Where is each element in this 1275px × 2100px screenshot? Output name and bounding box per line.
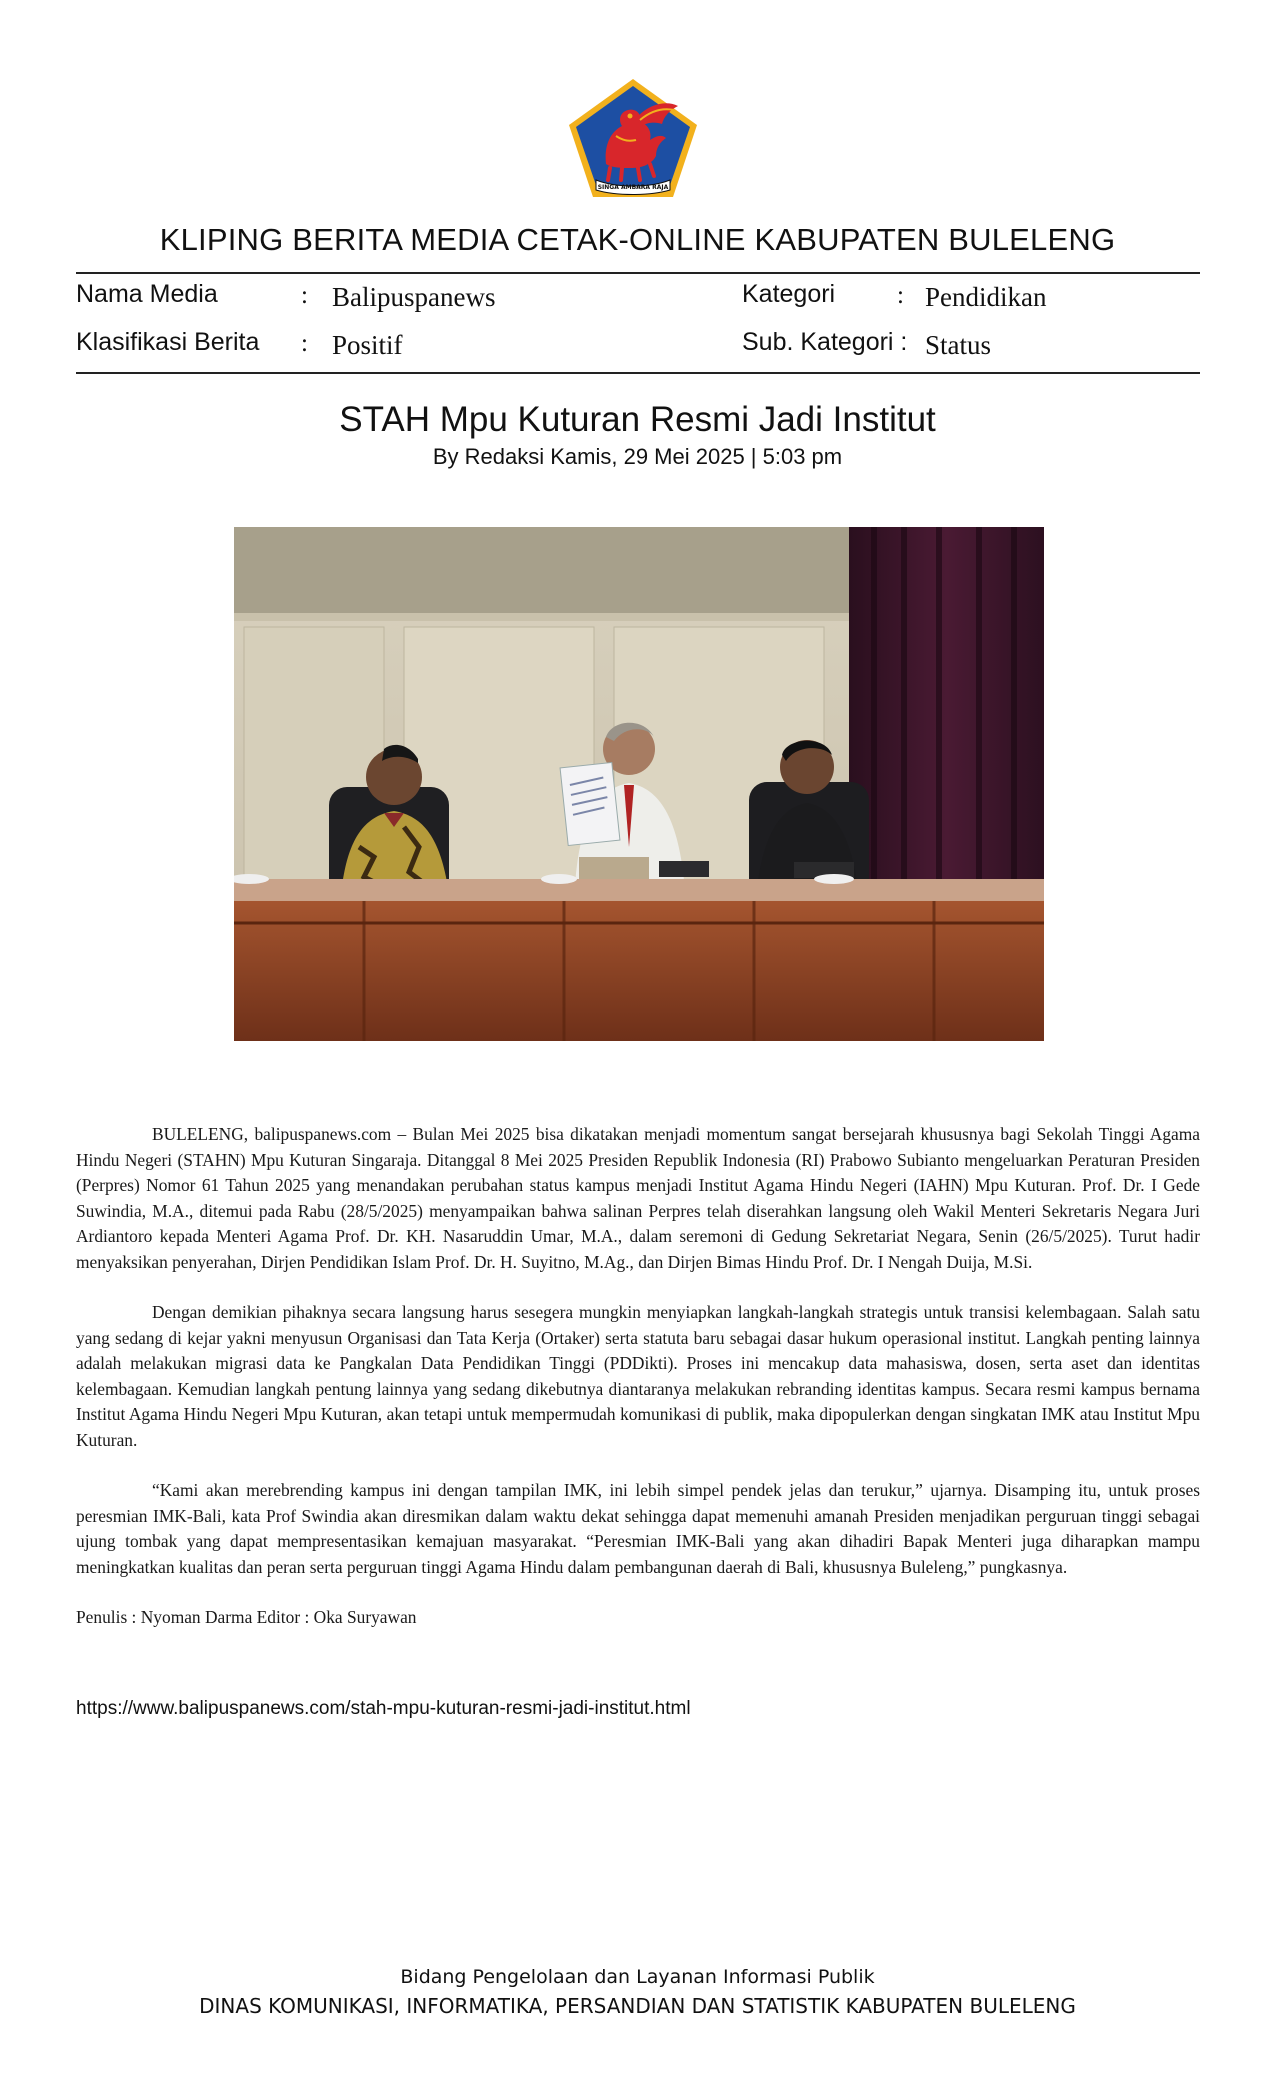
header-divider-top [76, 272, 1200, 274]
header-divider-bottom [76, 372, 1200, 374]
category-colon: : [897, 282, 904, 309]
category-value: Pendidikan [925, 282, 1047, 312]
article-credits: Penulis : Nyoman Darma Editor : Oka Suryawan [76, 1607, 417, 1627]
sub-category-value: Status [925, 330, 992, 360]
article-photo [234, 527, 1044, 1041]
article-byline: By Redaksi Kamis, 29 Mei 2025 | 5:03 pm [432, 444, 843, 469]
category-label: Kategori [742, 280, 836, 308]
clipping-header-title: KLIPING BERITA MEDIA CETAK-ONLINE KABUPATEN BULELENG [159, 222, 1116, 257]
sub-category-label: Sub. Kategori : [742, 328, 908, 356]
media-name-colon: : [301, 282, 308, 309]
article-paragraph-1: BULELENG, balipuspanews.com – Bulan Mei 2025 bisa dikatakan menjadi momentum sangat bersejarah khususnya bagi Sekolah Tinggi Agama Hindu Negeri (STAHN) Mpu Kuturan Singaraja. Ditanggal 8 Mei 2025 Presiden Republik Indonesia (RI) Prabowo Subianto mengeluarkan Peraturan Presiden (Perpres) Nomor 61 Tahun 2025 yang menandakan perubahan status kampus menjadi Institut Agama Hindu Negeri (IAHN) Mpu Kuturan. Prof. Dr. I Gede Suwindia, M.A., ditemui pada Rabu (28/5/2025) menyampaikan bahwa salinan Perpres telah diserahkan langsung oleh Wakil Menteri Sekretaris Negara Juri Ardiantoro kepada Menteri Agama Prof. Dr. KH. Nasaruddin Umar, M.A., dalam seremoni di Gedung Sekretariat Negara, Senin (26/5/2025). Turut hadir menyaksikan penyerahan, Dirjen Pendidikan Islam Prof. Dr. H. Suyitno, M.Ag., dan Dirjen Bimas Hindu Prof. Dr. I Nengah Duija, M.Si. [76, 1124, 1200, 1272]
footer-department: Bidang Pengelolaan dan Layanan Informasi Publik [400, 1966, 875, 1988]
media-name-value: Balipuspanews [332, 282, 496, 312]
logo-motto: SINGA AMBARA RAJA [597, 184, 669, 191]
article-title: STAH Mpu Kuturan Resmi Jadi Institut [339, 400, 936, 439]
news-classification-label: Klasifikasi Berita [76, 328, 260, 356]
media-name-label: Nama Media [76, 280, 218, 308]
buleleng-emblem-icon [566, 76, 700, 200]
news-classification-colon: : [301, 330, 308, 357]
article-paragraph-2: Dengan demikian pihaknya secara langsung harus sesegera mungkin menyiapkan langkah-langkah strategis untuk transisi kelembagaan. Salah satu yang sedang di kejar yakni menyusun Organisasi dan Tata Kerja (Ortaker) serta statuta baru sebagai dasar hukum operasional institut. Langkah penting lainnya adalah melakukan migrasi data ke Pangkalan Data Pendidikan Tinggi (PDDikti). Proses ini mencakup data mahasiswa, dosen, serta aset dan identitas kelembagaan. Kemudian langkah pentung lainnya yang sedang dikebutnya diantaranya melakukan rebranding identitas kampus. Secara resmi kampus bernama Institut Agama Hindu Negeri Mpu Kuturan, akan tetapi untuk mempermudah komunikasi di publik, maka dipopulerkan dengan singkatan IMK atau Institut Mpu Kuturan. [76, 1302, 1200, 1450]
footer-agency: DINAS KOMUNIKASI, INFORMATIKA, PERSANDIAN DAN STATISTIK KABUPATEN BULELENG [199, 1994, 1076, 2018]
article-body [76, 1122, 1200, 1656]
article-source-url[interactable]: https://www.balipuspanews.com/stah-mpu-kuturan-resmi-jadi-institut.html [76, 1698, 691, 1719]
article-paragraph-3: “Kami akan merebrending kampus ini dengan tampilan IMK, ini lebih simpel pendek jelas dan terukur,” ujarnya. Disamping itu, untuk proses peresmian IMK-Bali, kata Prof Swindia akan diresmikan dalam waktu dekat sehingga dapat memenuhi amanah Presiden menjadikan perguruan tinggi sebagai ujung tombak yang dapat mempresentasikan kemajuan masyarakat. “Peresmian IMK-Bali yang akan dihadiri Bapak Menteri juga diharapkan mampu meningkatkan kualitas dan peran serta perguruan tinggi Agama Hindu dalam pembangunan daerah di Bali, khususnya Buleleng,” pungkasnya. [76, 1480, 1200, 1577]
news-classification-value: Positif [332, 330, 403, 360]
